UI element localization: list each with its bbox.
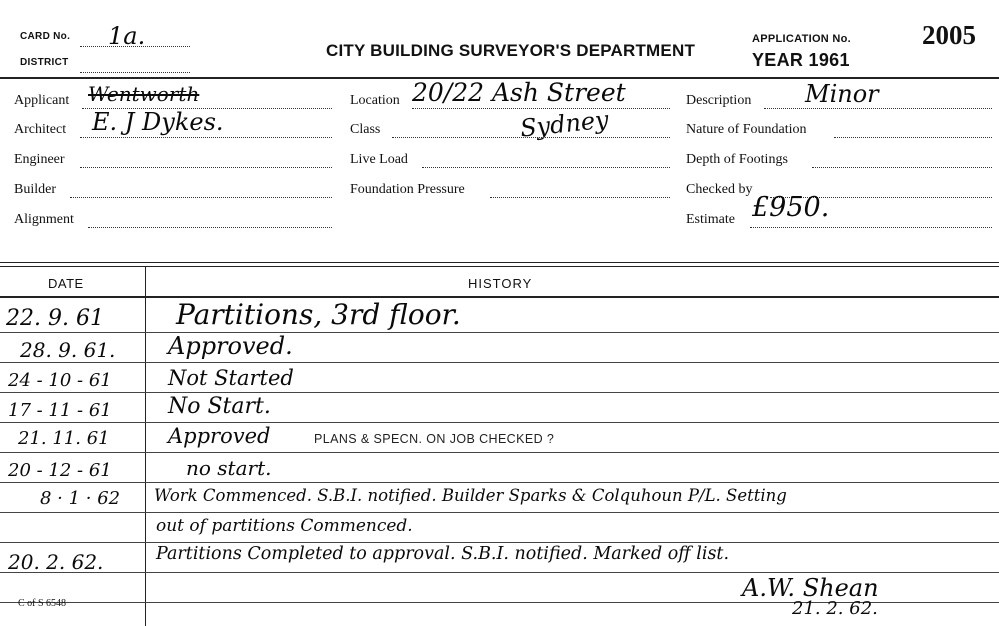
class-value: Sydney	[518, 105, 610, 143]
district-line	[80, 72, 190, 73]
class-label: Class	[350, 122, 381, 137]
table-rule	[0, 572, 999, 573]
signature-date: 21. 2. 62.	[792, 598, 878, 619]
date-header: DATE	[48, 276, 84, 291]
table-rule	[0, 362, 999, 363]
table-row-history: Approved	[168, 424, 271, 448]
plans-checked-stamp: PLANS & SPECN. ON JOB CHECKED ?	[314, 432, 555, 446]
estimate-value: £950.	[752, 192, 830, 223]
engineer-line	[80, 167, 332, 168]
table-row-history: Not Started	[168, 366, 294, 390]
estimate-line	[750, 227, 992, 228]
description-label: Description	[686, 93, 752, 108]
card-no-line	[80, 46, 190, 47]
table-row-date: 21. 11. 61	[18, 428, 110, 449]
form-code: C of S 6548	[18, 598, 67, 609]
inspector-signature: A.W. Shean	[742, 574, 879, 602]
table-rule	[0, 392, 999, 393]
table-rule	[0, 542, 999, 543]
location-line	[412, 108, 670, 109]
description-value: Minor	[805, 80, 879, 108]
table-rule	[0, 482, 999, 483]
class-line	[392, 137, 670, 138]
card-no-label: CARD No.	[20, 31, 71, 42]
table-row-history: Work Commenced. S.B.I. notified. Builder Sparks & Colquhoun P/L. Setting	[154, 486, 787, 505]
district-label: DISTRICT	[20, 57, 69, 68]
live-load-line	[422, 167, 670, 168]
applicant-value: Wentworth	[88, 82, 200, 106]
table-rule	[0, 332, 999, 333]
nature-of-foundation-label: Nature of Foundation	[686, 122, 807, 137]
application-no-value: 2005	[922, 20, 976, 50]
year-label: YEAR 1961	[752, 50, 850, 70]
depth-of-footings-label: Depth of Footings	[686, 152, 788, 167]
table-row-date: 20 - 12 - 61	[8, 460, 112, 481]
alignment-label: Alignment	[14, 212, 74, 227]
table-row-history: Partitions, 3rd floor.	[176, 298, 461, 331]
table-rule	[0, 512, 999, 513]
estimate-label: Estimate	[686, 212, 735, 227]
depth-line	[812, 167, 992, 168]
table-row-history: No Start.	[168, 394, 271, 419]
architect-line	[80, 137, 332, 138]
table-top-rule-1	[0, 262, 999, 263]
applicant-label: Applicant	[14, 93, 70, 108]
table-header-rule	[0, 296, 999, 298]
card-no-value: 1a.	[108, 22, 146, 50]
alignment-line	[88, 227, 332, 228]
foundation-pressure-label: Foundation Pressure	[350, 182, 465, 197]
foundation-pressure-line	[490, 197, 670, 198]
table-row-date: 20. 2. 62.	[8, 550, 104, 574]
description-line	[764, 108, 992, 109]
location-label: Location	[350, 93, 400, 108]
table-rule	[0, 422, 999, 423]
engineer-label: Engineer	[14, 152, 65, 167]
table-row-history: no start.	[186, 456, 272, 480]
history-header: HISTORY	[468, 276, 533, 291]
table-row-date: 28. 9. 61.	[20, 338, 116, 362]
live-load-label: Live Load	[350, 152, 408, 167]
table-row-history: Approved.	[168, 332, 293, 360]
table-row-date: 22. 9. 61	[6, 306, 104, 331]
architect-label: Architect	[14, 122, 67, 137]
builder-line	[70, 197, 332, 198]
table-row-history: out of partitions Commenced.	[156, 516, 413, 536]
nature-line	[834, 137, 992, 138]
table-row-date: 24 - 10 - 61	[8, 370, 112, 391]
table-row-history: Partitions Completed to approval. S.B.I. notified. Marked off list.	[156, 544, 730, 564]
table-rule	[0, 452, 999, 453]
checked-by-label: Checked by	[686, 182, 753, 197]
table-row-date: 8 · 1 · 62	[40, 488, 121, 509]
table-row-date: 17 - 11 - 61	[8, 400, 112, 421]
builder-label: Builder	[14, 182, 56, 197]
table-top-rule-2	[0, 266, 999, 267]
architect-value: E. J Dykes.	[92, 108, 224, 136]
application-no-label: APPLICATION No.	[752, 33, 852, 45]
location-value: 20/22 Ash Street	[412, 78, 626, 107]
department-title: CITY BUILDING SURVEYOR'S DEPARTMENT	[326, 41, 696, 60]
